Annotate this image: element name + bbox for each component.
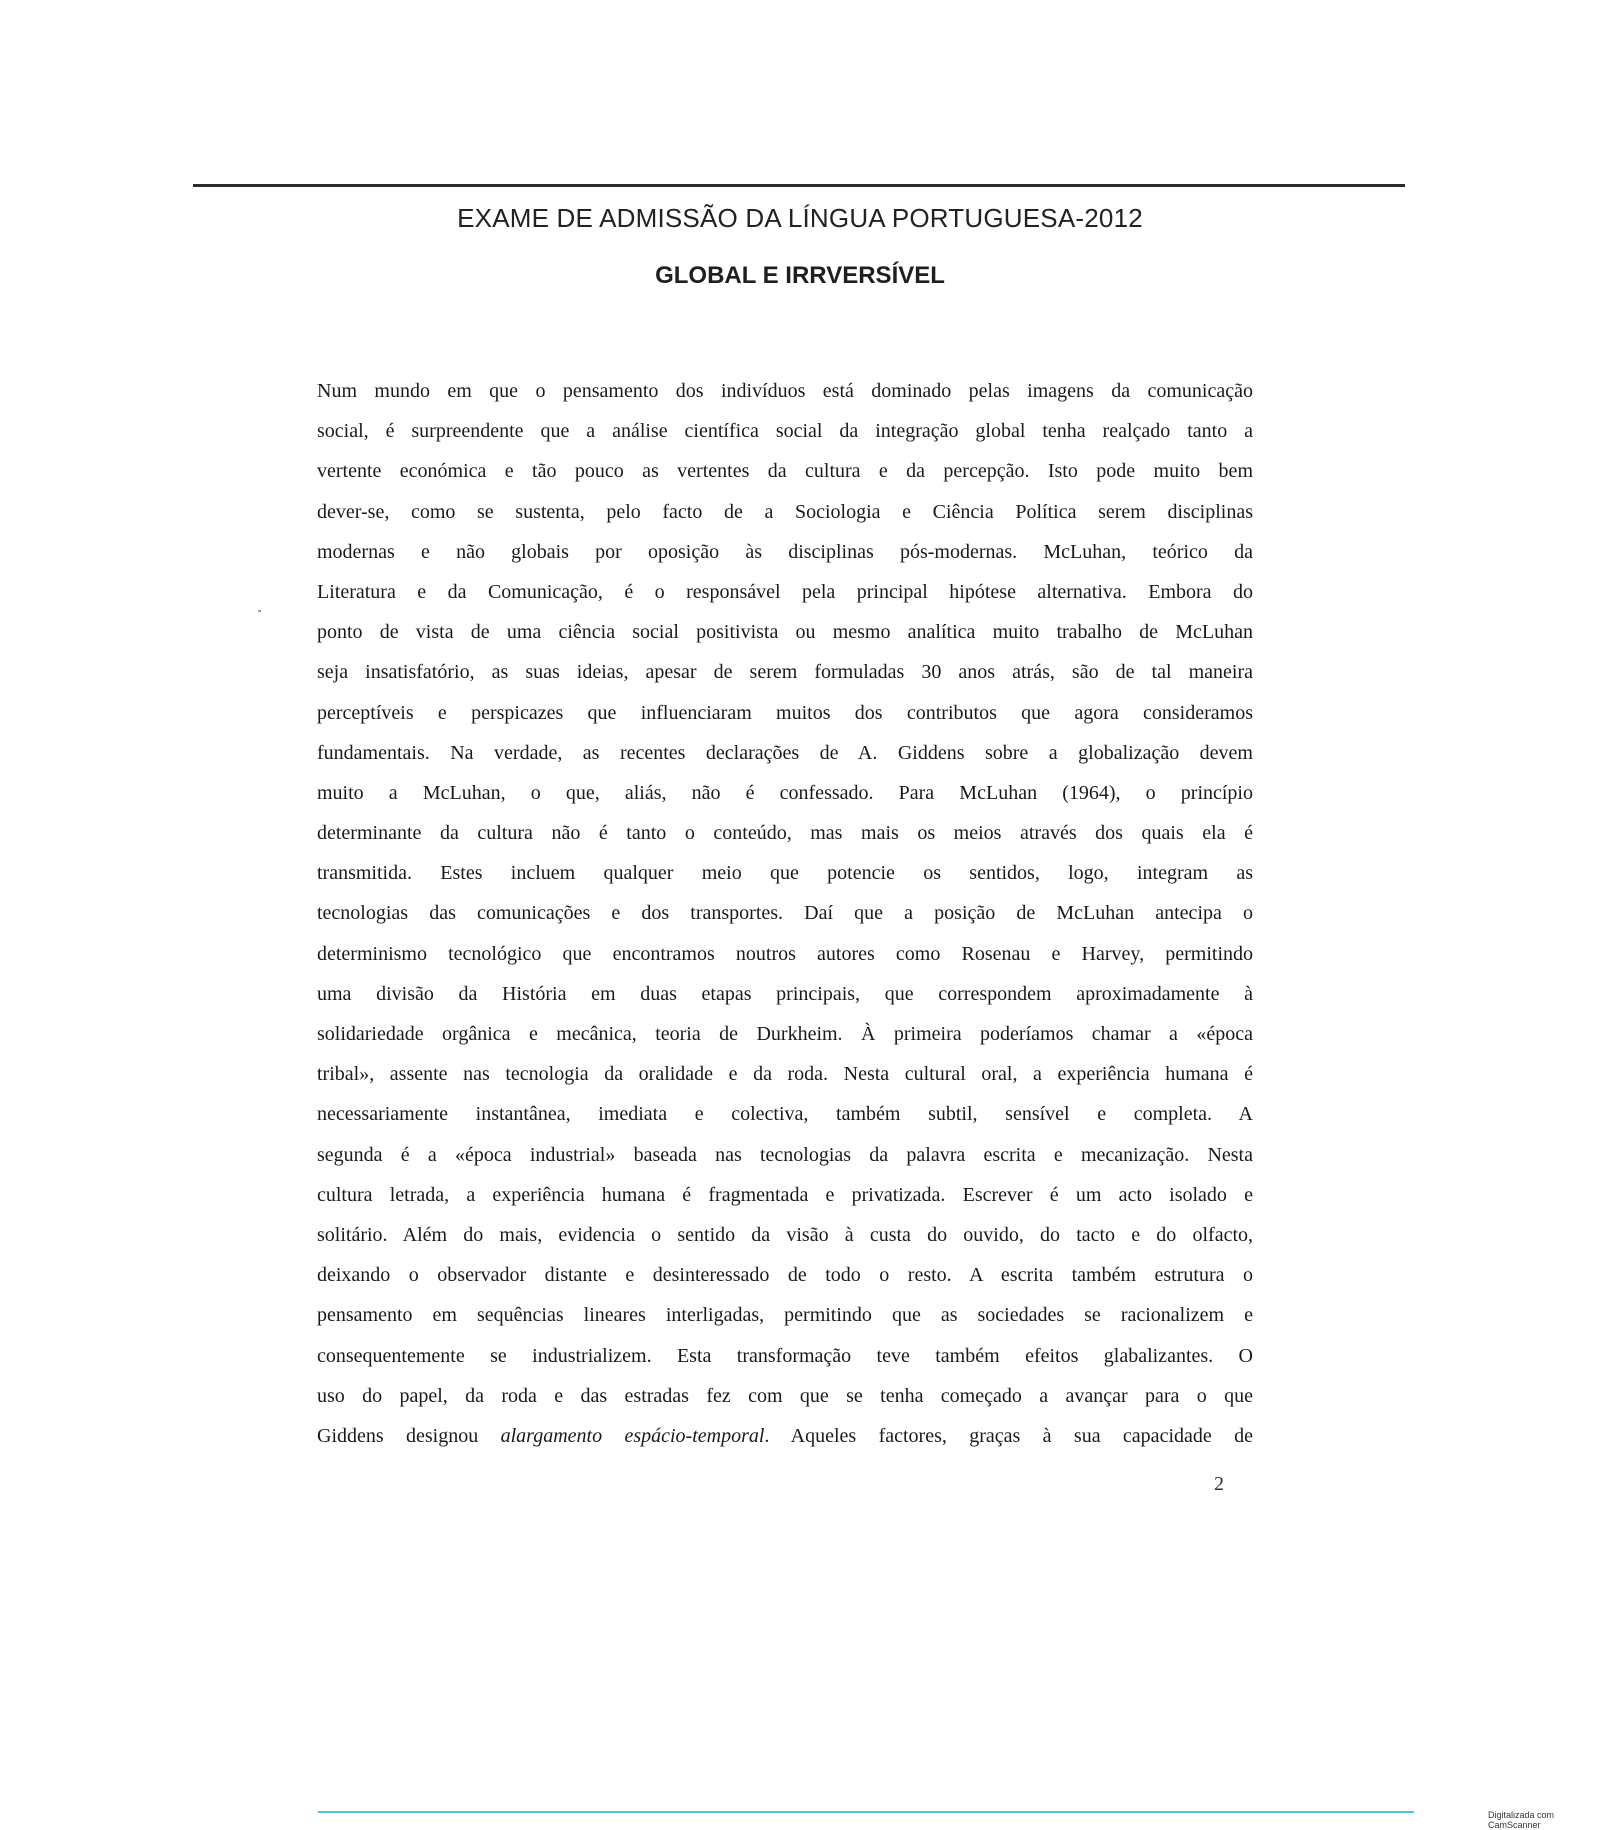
text-line: uso do papel, da roda e das estradas fez com que se tenha começado a avançar para o que [317,1384,1253,1407]
text-line: consequentemente se industrializem. Esta transformação teve também efeitos glabalizantes. O [317,1344,1253,1367]
text-line: solitário. Além do mais, evidencia o sentido da visão à custa do ouvido, do tacto e do olfacto, [317,1223,1253,1246]
text-line: determinismo tecnológico que encontramos noutros autores como Rosenau e Harvey, permitindo [317,942,1253,965]
exam-title: EXAME DE ADMISSÃO DA LÍNGUA PORTUGUESA-2012 [457,203,1143,233]
text-line: Num mundo em que o pensamento dos indivíduos está dominado pelas imagens da comunicação [317,380,1253,402]
scanner-rule [318,1811,1414,1813]
text-line: segunda é a «época industrial» baseada nas tecnologias da palavra escrita e mecanização. Nesta [317,1143,1253,1166]
scanner-stamp: Digitalizada com CamScanner [1488,1810,1555,1830]
page-number: 2 [1214,1473,1224,1495]
text-line: Literatura e da Comunicação, é o responsável pela principal hipótese alternativa. Embora do [317,580,1253,603]
text-line: modernas e não globais por oposição às disciplinas pós-modernas. McLuhan, teórico da [317,540,1253,563]
text-line: cultura letrada, a experiência humana é fragmentada e privatizada. Escrever é um acto isolado e [317,1183,1253,1206]
text-line: necessariamente instantânea, imediata e colectiva, também subtil, sensível e completa. A [317,1103,1253,1126]
italic-term: alargamento espácio-temporal [500,1424,765,1447]
text-line: solidariedade orgânica e mecânica, teoria de Durkheim. À primeira poderíamos chamar a «época [317,1023,1253,1045]
text-line: deixando o observador distante e desinteressado de todo o resto. A escrita também estrutura o [317,1264,1253,1287]
text-line: vertente económica e tão pouco as vertentes da cultura e da percepção. Isto pode muito bem [317,460,1253,483]
text-line: fundamentais. Na verdade, as recentes declarações de A. Giddens sobre a globalização devem [317,741,1253,764]
text-title: GLOBAL E IRRVERSÍVEL [655,262,945,289]
text-line: determinante da cultura não é tanto o conteúdo, mas mais os meios através dos quais ela é [317,822,1253,845]
text-line: perceptíveis e perspicazes que influenciaram muitos dos contributos que agora consideramos [317,701,1253,724]
text-line: uma divisão da História em duas etapas principais, que correspondem aproximadamente à [317,982,1253,1005]
text-line: ponto de vista de uma ciência social positivista ou mesmo analítica muito trabalho de McLuhan [317,621,1253,644]
text-line: social, é surpreendente que a análise científica social da integração global tenha realçado tanto a [317,420,1253,443]
body-text [317,371,1253,1456]
text-line: dever-se, como se sustenta, pelo facto de a Sociologia e Ciência Política serem disciplinas [317,500,1253,523]
final-line-after: . Aqueles factores, graças à sua capacidade de [764,1424,1253,1447]
text-line: seja insatisfatório, as suas ideias, apesar de serem formuladas 30 anos atrás, são de tal maneira [317,661,1253,684]
header-rule [193,184,1405,187]
text-line-final [317,1416,1253,1456]
text-line: muito a McLuhan, o que, aliás, não é confessado. Para McLuhan (1964), o princípio [317,781,1253,804]
scan-speck [258,610,261,612]
text-line: tribal», assente nas tecnologia da oralidade e da roda. Nesta cultural oral, a experiência humana é [317,1063,1253,1086]
text-line: pensamento em sequências lineares interligadas, permitindo que as sociedades se racionalizem e [317,1304,1253,1327]
text-line: tecnologias das comunicações e dos transportes. Daí que a posição de McLuhan antecipa o [317,902,1253,925]
final-line-before: Giddens designou [317,1424,501,1447]
text-line: transmitida. Estes incluem qualquer meio que potencie os sentidos, logo, integram as [317,862,1253,885]
